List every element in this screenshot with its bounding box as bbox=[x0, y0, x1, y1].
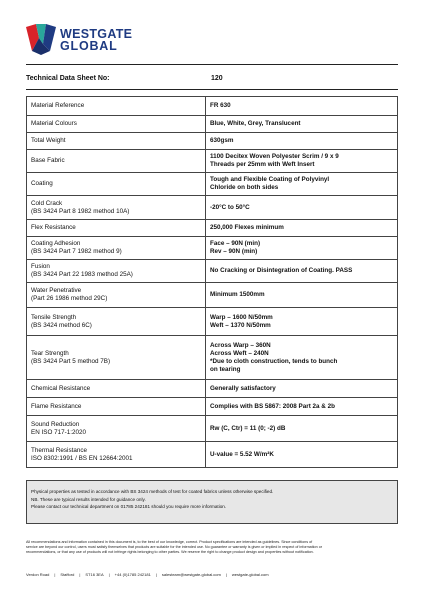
footer-separator: | bbox=[79, 572, 81, 577]
spec-property-line: Flex Resistance bbox=[31, 224, 76, 231]
spec-value-line: -20°C to 50°C bbox=[210, 203, 250, 211]
spec-row bbox=[27, 133, 398, 150]
spec-property-line: (BS 3424 Part 5 method 7B) bbox=[31, 357, 111, 365]
spec-property bbox=[27, 220, 206, 237]
spec-row bbox=[27, 220, 398, 237]
spec-property-line: Fusion bbox=[31, 263, 50, 270]
note-line: Please contact our technical department on 01785 242181 should you require more information. bbox=[31, 504, 227, 509]
spec-property bbox=[27, 133, 206, 150]
spec-value bbox=[206, 97, 398, 116]
spec-value-line: Across Warp – 360N bbox=[210, 341, 271, 349]
spec-property bbox=[27, 283, 206, 308]
disclaimer-line: All recommendations and information contained in this document is, to the best of our knowledge, correct. Product specifications are intended as guidelines. Since conditions of bbox=[26, 540, 313, 544]
spec-value bbox=[206, 416, 398, 442]
spec-property-line: Thermal Resistance bbox=[31, 446, 87, 454]
footer-item: +44 (0)1785 242181 bbox=[114, 572, 151, 577]
data-sheet-label: Technical Data Sheet No: bbox=[26, 75, 110, 82]
spec-value-line: Complies with BS 5867: 2008 Part 2a & 2b bbox=[210, 402, 335, 410]
spec-property bbox=[27, 398, 206, 416]
spec-value-line: 250,000 Flexes minimum bbox=[210, 224, 284, 231]
data-sheet-number: 120 bbox=[211, 75, 223, 82]
footer-separator: | bbox=[108, 572, 110, 577]
spec-row bbox=[27, 336, 398, 380]
spec-property bbox=[27, 150, 206, 173]
footer-item: salesteam@westgate-global.com bbox=[161, 572, 221, 577]
spec-value-line: 1100 Decitex Woven Polyester Scrim / 9 x 9 bbox=[210, 153, 339, 160]
data-sheet-header bbox=[26, 75, 398, 82]
disclaimer-line: recommendations, or that any use of products will not infringe rights belonging to other parties. We reserve the right to change product design and properties without notification. bbox=[26, 550, 314, 554]
spec-property-line: EN ISO 717-1:2020 bbox=[31, 428, 86, 436]
spec-row bbox=[27, 97, 398, 116]
spec-value-line: Rw (C, Ctr) = 11 (0; -2) dB bbox=[210, 424, 286, 432]
spec-value-line: *Due to cloth construction, tends to bunch bbox=[210, 357, 338, 365]
spec-property-line: Base Fabric bbox=[31, 157, 65, 164]
spec-row bbox=[27, 237, 398, 260]
header-rule bbox=[26, 64, 398, 65]
spec-property bbox=[27, 308, 206, 336]
spec-value bbox=[206, 133, 398, 150]
spec-property-line: (Part 26 1986 method 29C) bbox=[31, 295, 108, 302]
spec-property bbox=[27, 336, 206, 380]
spec-value-line: Face – 90N (min) bbox=[210, 240, 261, 247]
spec-property-line: ISO 8302:1991 / BS EN 12664:2001 bbox=[31, 454, 133, 462]
spec-row bbox=[27, 260, 398, 283]
spec-property bbox=[27, 173, 206, 196]
spec-value-line: Blue, White, Grey, Translucent bbox=[210, 120, 301, 127]
logo-line-1: WESTGATE bbox=[60, 27, 133, 41]
spec-value bbox=[206, 308, 398, 336]
spec-value-line: 630gsm bbox=[210, 137, 234, 144]
note-line: NB. These are typical results intended for guidance only. bbox=[31, 496, 146, 502]
spec-property-line: Coating Adhesion bbox=[31, 240, 81, 247]
disclaimer-line: service are beyond our control, users must satisfy themselves that products are suitable for the intended use. No guarantee or warranty is given or implied in respect of information or bbox=[26, 545, 322, 549]
spec-value-line: Generally satisfactory bbox=[210, 384, 276, 392]
spec-value bbox=[206, 283, 398, 308]
spec-row bbox=[27, 196, 398, 220]
footer-item: ST16 3EA bbox=[85, 572, 104, 577]
footer-item: Stafford bbox=[60, 572, 75, 577]
spec-property bbox=[27, 380, 206, 398]
spec-property bbox=[27, 237, 206, 260]
spec-value bbox=[206, 260, 398, 283]
spec-row bbox=[27, 173, 398, 196]
spec-value bbox=[206, 220, 398, 237]
spec-value-line: Minimum 1500mm bbox=[210, 291, 265, 298]
note-line: Physical properties as tested in accordance with BS 3424 methods of test for coated fabrics unless otherwise specified. bbox=[31, 489, 274, 494]
spec-property-line: Cold Crack bbox=[31, 199, 63, 207]
spec-property-line: Chemical Resistance bbox=[31, 384, 91, 392]
spec-row bbox=[27, 380, 398, 398]
logo-line-2: GLOBAL bbox=[60, 39, 118, 53]
spec-value-line: Weft – 1370 N/50mm bbox=[210, 321, 271, 329]
spec-row bbox=[27, 416, 398, 442]
spec-value bbox=[206, 398, 398, 416]
specification-table bbox=[26, 96, 398, 468]
spec-row bbox=[27, 150, 398, 173]
spec-row bbox=[27, 308, 398, 336]
spec-value bbox=[206, 442, 398, 468]
spec-property-line: Tear Strength bbox=[31, 349, 69, 357]
spec-row bbox=[27, 116, 398, 133]
company-logo bbox=[26, 24, 132, 56]
footer-item: westgate-global.com bbox=[231, 572, 269, 577]
spec-value bbox=[206, 173, 398, 196]
data-sheet-rule bbox=[26, 89, 398, 90]
logo-shield-icon bbox=[26, 24, 56, 56]
footer-separator: | bbox=[54, 572, 56, 577]
spec-property-line: (BS 3424 Part 8 1982 method 10A) bbox=[31, 207, 130, 215]
logo-wordmark bbox=[60, 28, 132, 52]
spec-value bbox=[206, 380, 398, 398]
spec-value-line: Warp – 1600 N/50mm bbox=[210, 313, 273, 321]
spec-property-line: Total Weight bbox=[31, 137, 66, 144]
spec-value-line: Across Weft – 240N bbox=[210, 349, 269, 357]
spec-property-line: (BS 3424 Part 7 1982 method 9) bbox=[31, 248, 122, 255]
spec-value bbox=[206, 150, 398, 173]
spec-property bbox=[27, 97, 206, 116]
spec-value-line: Tough and Flexible Coating of Polyvinyl bbox=[210, 176, 330, 183]
spec-property-line: Material Colours bbox=[31, 120, 77, 127]
spec-property-line: Material Reference bbox=[31, 102, 85, 109]
spec-property-line: (BS 3424 method 6C) bbox=[31, 321, 92, 329]
spec-property-line: Coating bbox=[31, 180, 53, 187]
spec-value-line: on tearing bbox=[210, 365, 241, 373]
spec-property-line: Flame Resistance bbox=[31, 402, 82, 410]
spec-value-line: Rev – 90N (min) bbox=[210, 248, 258, 255]
spec-value-line: Threads per 25mm with Weft Insert bbox=[210, 161, 315, 168]
spec-value-line: U-value = 5.52 W/m²K bbox=[210, 450, 274, 458]
spec-value-line: Chloride on both sides bbox=[210, 184, 279, 191]
footer-item: Verdon Road bbox=[26, 572, 50, 577]
spec-property-line: Water Penetrative bbox=[31, 287, 82, 294]
disclaimer-text bbox=[26, 540, 398, 555]
footer-separator: | bbox=[225, 572, 227, 577]
contact-footer bbox=[26, 572, 398, 577]
spec-value-line: FR 630 bbox=[210, 102, 231, 109]
spec-value bbox=[206, 336, 398, 380]
spec-row bbox=[27, 442, 398, 468]
spec-property-line: Sound Reduction bbox=[31, 420, 80, 428]
spec-row bbox=[27, 283, 398, 308]
spec-value bbox=[206, 116, 398, 133]
spec-property bbox=[27, 116, 206, 133]
spec-property bbox=[27, 442, 206, 468]
spec-value-line: No Cracking or Disintegration of Coating. PASS bbox=[210, 267, 353, 274]
footer-separator: | bbox=[155, 572, 157, 577]
test-notes bbox=[26, 480, 398, 524]
spec-row bbox=[27, 398, 398, 416]
spec-value bbox=[206, 196, 398, 220]
spec-property bbox=[27, 196, 206, 220]
spec-property-line: Tensile Strength bbox=[31, 313, 77, 321]
spec-property bbox=[27, 416, 206, 442]
spec-value bbox=[206, 237, 398, 260]
spec-property bbox=[27, 260, 206, 283]
spec-property-line: (BS 3424 Part 22 1983 method 25A) bbox=[31, 271, 133, 278]
